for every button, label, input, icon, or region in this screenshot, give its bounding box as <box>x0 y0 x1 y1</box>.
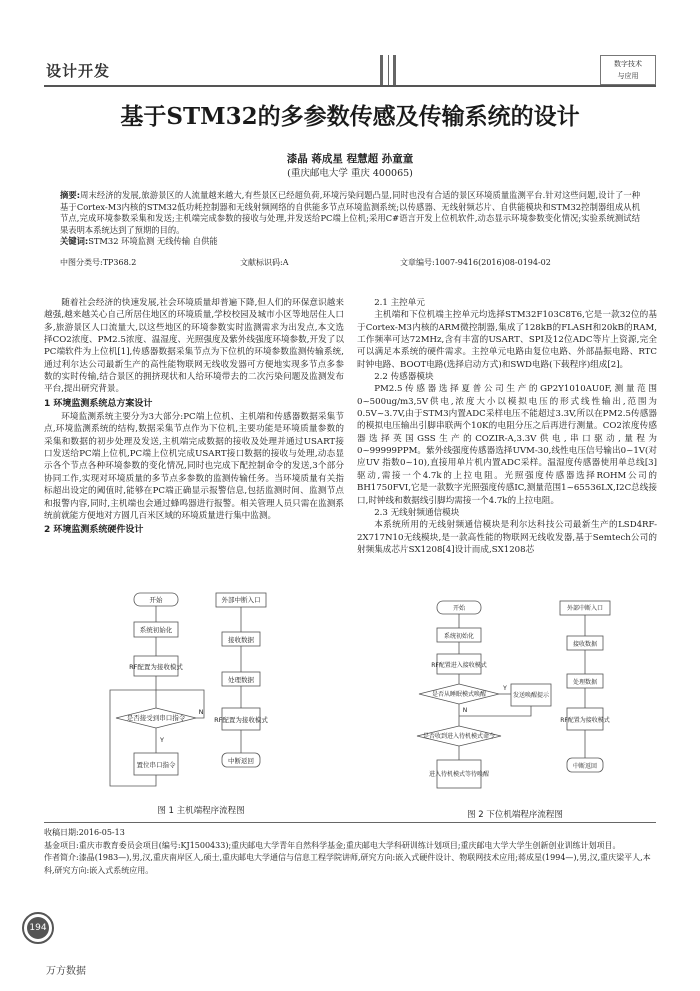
fig2-rf-rx: RF配置进入接收模式 <box>431 662 487 669</box>
fig2-rf-rx2: RF配置为接收模式 <box>560 717 610 724</box>
fig1-send: 置位串口指令 <box>136 761 176 769</box>
right-column <box>357 297 657 556</box>
figure-2-flowchart <box>415 598 615 803</box>
authors: 漆晶 蒋成星 程慧超 孙童童 <box>286 153 414 165</box>
section-2-2-paragraph: PM2.5传感器选择夏普公司生产的GP2Y1010AU0F,测量范围0~500ug/m3,5V供电,浓度大小以模拟电压的形式线性输出,范围为0.5V~3.7V,由于STM3内置ADC采样电压不能超过3.3V,所以在PM2.5传感器的模拟电压输出引脚串联两个10K的电阻分压之后再进行测量。CO2浓度传感器选择英国GSS生产的COZIR-A,3.3V供电,串口驱动,量程为0~99999PPM。紫外线强度传感器选择UVM-30,线性电压信号输出0~1V(对应UV 指数0~10),直接用单片机内置ADC采样。温湿度传感器使用单总线[3]驱动,需接一个4.7k的上拉电阻。光照强度传感器选择ROHM公司的BH1750FVI,它是一款数字光照强度传感IC,测量范围1~65536LX,I2C总线接口,时钟线和数据线引脚均需接一个4.7k的上拉电阻。 <box>357 384 657 506</box>
header-bars-icon <box>380 55 410 85</box>
left-column <box>44 297 344 538</box>
abstract-label: 摘要: <box>60 190 81 200</box>
footnote-rule <box>44 822 656 823</box>
intro-paragraph: 随着社会经济的快速发展,社会环境质量却普遍下降,但人们的环保意识越来越强,越来越关心自己所居住地区的环境质量,学校校园及城市小区等地居住人口多,旅游景区人口流量大,以这些地区的环境参数实时监测需求为出发点,本文选择CO2浓度、PM2.5浓度、温湿度、光照强度及紫外线强度环境参数,开发了以PC端软件为上位机[1],传感器数据采集节点为下位机的环境参数监测传输系统,通过利尔达公司最新生产的高性能物联网无线收发器可方便地实现多节点多参数的实时传输,结合景区的拥挤现状和人给环境带去的二次污染问题及监测发布平台,提出研究背景。 <box>44 298 344 395</box>
fig1-return: 中断返回 <box>228 757 254 765</box>
fig2-process: 处理数据 <box>572 679 598 686</box>
doc-code: 文献标识码:A <box>240 258 289 267</box>
fig1-rf-rx: RF配置为接收模式 <box>129 663 183 671</box>
section-2-1-heading: 2.1 主控单元 <box>374 298 425 308</box>
section-2-2-heading: 2.2 传感器模块 <box>374 372 434 383</box>
author-bio: 作者简介:漆晶(1983—),男,汉,重庆南岸区人,硕士,重庆邮电大学通信与信息工程学院讲师,研究方向:嵌入式硬件设计、物联网技术应用;蒋成星(1994—),男,汉,重庆梁平人,本科,研究方向:嵌入式系统应用。 <box>44 853 651 875</box>
watermark: 万方数据 <box>46 966 86 977</box>
fig2-check-wake: 是否从睡眠模式唤醒 <box>431 691 487 698</box>
fig1-recv: 接收数据 <box>228 636 254 644</box>
fig1-query: 是否接受到串口指令 <box>126 714 186 722</box>
fig2-ext-int: 外部中断入口 <box>566 605 604 612</box>
keywords-label: 关键词: <box>60 236 89 246</box>
fig1-rf-rx2: RF配置为接收模式 <box>214 716 268 724</box>
clc-number: 中图分类号:TP368.2 <box>60 258 137 267</box>
fig2-start: 开始 <box>452 605 466 612</box>
paper-title: 基于STM32的多参数传感及传输系统的设计 <box>120 103 580 130</box>
section-label: 设计开发 <box>46 62 111 80</box>
page-number: 194 <box>27 917 49 939</box>
section-2-heading: 2 环境监测系统硬件设计 <box>44 525 144 536</box>
running-header <box>44 53 656 87</box>
figure-2-caption: 图 2 下位机端程序流程图 <box>467 810 563 820</box>
fig1-ext-int: 外部中断入口 <box>221 596 261 604</box>
journal-brand <box>600 55 656 85</box>
figure-1-caption: 图 1 主机端程序流程图 <box>157 806 245 816</box>
page-number-badge <box>22 912 54 944</box>
abstract-text: 周末经济的发展,旅游景区的人流量越来越大,有些景区已经超负荷,环境污染问题凸显,同时也没有合适的景区环境质量监测平台.针对这些问题,设计了一种基于Cortex-M3内核的STM32低功耗控制器和无线射频网络的自供能多节点环境监测系统;以传感器、无线射频芯片、自供能模块和STM32控制器组成从机节点,完成环境参数采集和发送;主机端完成参数的接收与处理,并发送给PC端上位机;采用C#语言开发上位机软件,动态显示环境参数变化情况;实验系统测试结果表明本系统达到了预期的目的。 <box>60 190 640 235</box>
footnote <box>44 827 656 877</box>
section-1-heading: 1 环境监测系统总方案设计 <box>44 398 153 409</box>
fig2-check-sleep: 是否收到进入待机模式命令 <box>422 733 496 740</box>
fig2-enter-sleep: 进入待机模式等待唤醒 <box>428 771 490 778</box>
fig2-y: Y <box>503 685 507 692</box>
figure-1-flowchart <box>106 590 296 795</box>
fig1-process: 处理数据 <box>228 676 254 684</box>
abstract <box>60 190 640 248</box>
brand-top: 数字技术 <box>614 60 642 68</box>
fund-info: 基金项目:重庆市教育委员会项目(编号:KJ1500433);重庆邮电大学青年自然科学基金;重庆邮电大学科研训练计划项目;重庆邮电大学大学生创新创业训练计划项目。 <box>44 840 621 850</box>
fig2-return: 中断返回 <box>572 763 598 770</box>
fig1-init: 系统初始化 <box>139 626 173 634</box>
fig1-n: N <box>198 708 204 716</box>
fig2-init: 系统初始化 <box>443 633 475 640</box>
header-rule <box>44 85 656 87</box>
section-1-paragraph: 环境监测系统主要分为3大部分:PC端上位机、主机端和传感器数据采集节点,环境监测系统的结构,数据采集节点作为下位机,主要功能是环境质量参数的采集和数据的初步处理及发送,主机端完成数据的接收及处理并通过USART接口发送给PC端上位机,PC端上位机完成USART接口数据的接收与处理,动态显示各个节点各种环境参数的变化情况,同时也完成下配控制命令的发送,3个部分协同工作,实现对环境质量的多节点多参数的监测传输任务。当环境质量有关指标超出设定的阈值时,能够在PC端正确显示报警信息,包括监测时间、监测节点和报警内容,同时,主机端也会通过蜂鸣器进行报警。相关管理人员只需在监测系统前就能方便地对方圆几百米区域的环境质量进行集中监测。 <box>44 412 344 521</box>
received-date: 收稿日期:2016-05-13 <box>44 828 125 837</box>
section-2-1-paragraph: 主机端和下位机端主控单元均选择STM32F103C8T6,它是一款32位的基于Cortex-M3内核的ARM微控制器,集成了128kB的FLASH和20kB的RAM,工作频率可达72MHz,含有丰富的USART、SPI及12位ADC等片上资源,完全可以满足本系统的硬件需求。主控单元电路由复位电路、外部晶振电路、RTC时钟电路、BOOT电路(选择启动方式)和SWD电路(下载程序)组成[2]。 <box>357 310 657 370</box>
keywords: STM32 环境监测 无线传输 自供能 <box>88 236 218 246</box>
article-number: 文章编号:1007-9416(2016)08-0194-02 <box>400 258 551 267</box>
fig1-start: 开始 <box>149 596 163 604</box>
fig2-recv: 接收数据 <box>572 641 598 648</box>
fig2-n: N <box>462 707 468 714</box>
section-2-3-heading: 2.3 无线射频通信模块 <box>374 507 460 518</box>
fig1-y: Y <box>160 736 164 744</box>
affiliation: (重庆邮电大学 重庆 400065) <box>287 168 413 179</box>
brand-bottom: 与应用 <box>617 72 639 80</box>
section-2-3-paragraph: 本系统所用的无线射频通信模块是利尔达科技公司最新生产的LSD4RF-2X717N10无线模块,是一款高性能的物联网无线收发器,基于Semtech公司的射频集成芯片SX1208[4]设计而成,SX1208芯 <box>357 520 657 555</box>
fig2-send-wake: 发送唤醒提示 <box>512 692 550 699</box>
